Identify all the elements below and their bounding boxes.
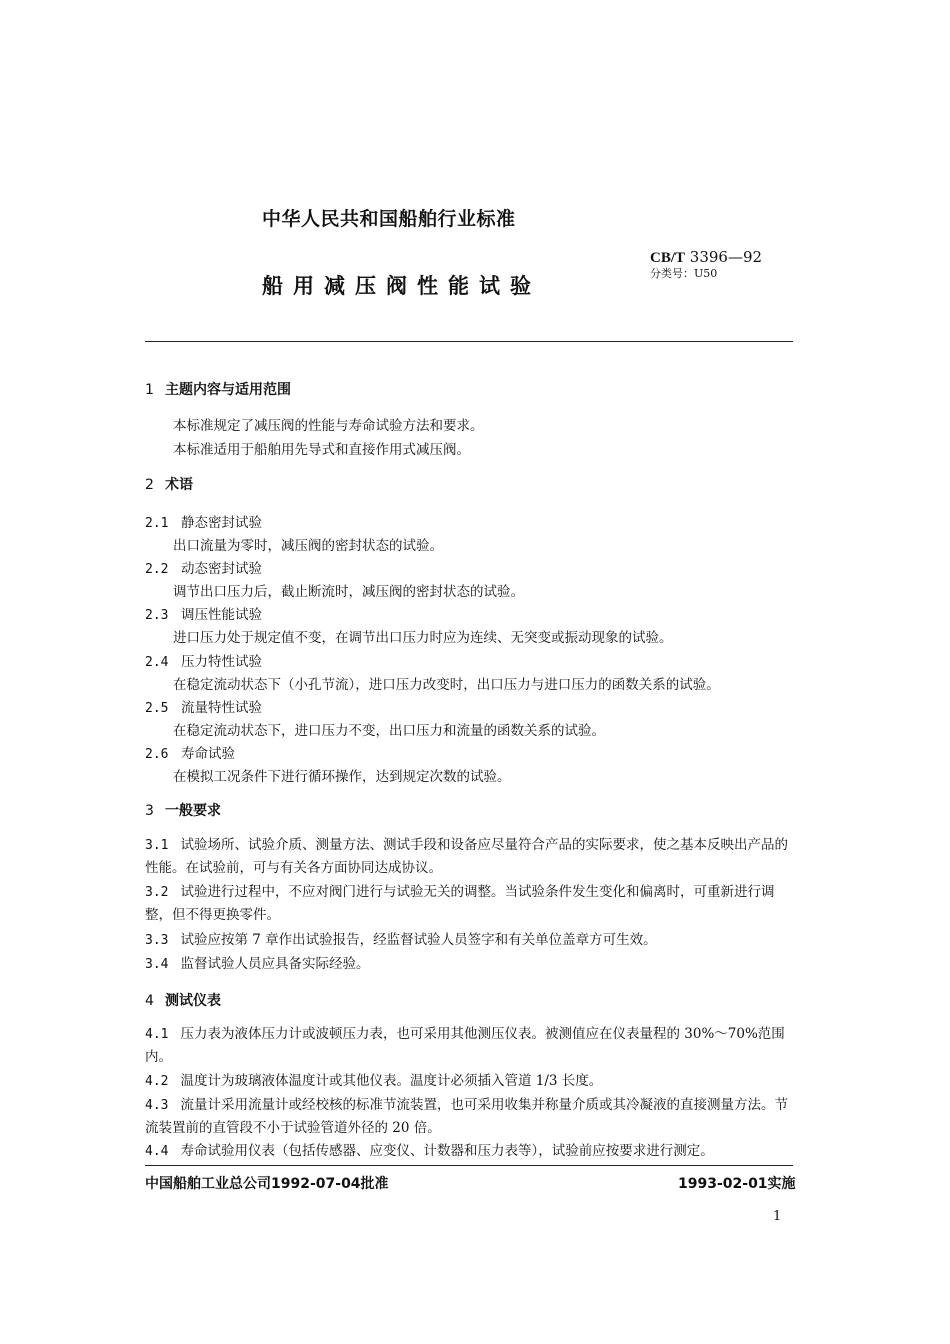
classification-number: 分类号：U50 <box>650 267 718 280</box>
clause-text: 流量计采用流量计或经校核的标准节流装置，也可采用收集并称量介质或其冷凝液的直接测量方法。节流装置前的直管段不小于试验管道外径的 20 倍。 <box>145 1097 788 1136</box>
footer-divider <box>145 1165 793 1166</box>
section-title: 术语 <box>165 477 193 493</box>
clause <box>145 881 795 926</box>
section-2-heading <box>145 474 193 494</box>
clause-number: 4.4 <box>145 1144 169 1159</box>
section-title: 测试仪表 <box>165 993 221 1009</box>
term-name: 动态密封试验 <box>181 561 262 577</box>
term-heading <box>145 511 262 531</box>
term-heading <box>145 742 235 762</box>
effective-date: 1993-02-01实施 <box>678 1176 796 1192</box>
term-definition: 在稳定流动状态下（小孔节流），进口压力改变时，出口压力与进口压力的函数关系的试验。 <box>173 677 720 693</box>
clause-text: 温度计为玻璃液体温度计或其他仪表。温度计必须插入管道 1/3 长度。 <box>180 1073 603 1089</box>
page-number: 1 <box>773 1209 782 1224</box>
section-number: 3 <box>145 803 154 819</box>
section-number: 4 <box>145 993 154 1009</box>
term-number: 2.6 <box>145 747 169 762</box>
document-title: 船用减压阀性能试验 <box>262 274 541 298</box>
clause <box>145 953 795 976</box>
term-definition: 出口流量为零时，减压阀的密封状态的试验。 <box>173 538 443 554</box>
term-heading <box>145 603 262 623</box>
section-title: 主题内容与适用范围 <box>165 382 291 398</box>
term-name: 压力特性试验 <box>181 654 262 670</box>
clause-text: 寿命试验用仪表（包括传感器、应变仪、计数器和压力表等），试验前应按要求进行测定。 <box>180 1143 714 1159</box>
header-divider <box>145 341 793 342</box>
section-number: 1 <box>145 382 154 398</box>
code-number: 3396—92 <box>689 248 763 266</box>
term-number: 2.1 <box>145 516 169 531</box>
clause <box>145 1070 795 1093</box>
standard-category-title: 中华人民共和国船舶行业标准 <box>262 208 516 230</box>
section-3-heading <box>145 800 221 820</box>
approval-line: 中国船舶工业总公司1992-07-04批准 <box>145 1176 389 1192</box>
term-number: 2.4 <box>145 655 169 670</box>
code-prefix: CB/T <box>650 250 686 266</box>
clause-text: 试验进行过程中，不应对阀门进行与试验无关的调整。当试验条件发生变化和偏离时，可重新进行调整，但不得更换零件。 <box>145 884 775 923</box>
clause <box>145 834 795 879</box>
term-definition: 在模拟工况条件下进行循环操作，达到规定次数的试验。 <box>173 769 511 785</box>
clause <box>145 929 795 952</box>
clause <box>145 1140 795 1163</box>
term-number: 2.5 <box>145 701 169 716</box>
paragraph: 本标准规定了减压阀的性能与寿命试验方法和要求。 <box>173 418 484 434</box>
section-title: 一般要求 <box>165 803 221 819</box>
section-4-heading <box>145 990 221 1010</box>
term-heading <box>145 696 262 716</box>
term-name: 流量特性试验 <box>181 700 262 716</box>
term-definition: 调节出口压力后，截止断流时，减压阀的密封状态的试验。 <box>173 584 524 600</box>
term-definition: 进口压力处于规定值不变，在调节出口压力时应为连续、无突变或振动现象的试验。 <box>173 630 673 646</box>
term-heading <box>145 557 262 577</box>
term-number: 2.2 <box>145 562 169 577</box>
clause <box>145 1094 795 1139</box>
term-number: 2.3 <box>145 608 169 623</box>
clause-text: 监督试验人员应具备实际经验。 <box>180 956 370 972</box>
clause-number: 3.3 <box>145 933 169 948</box>
section-1-heading <box>145 379 291 399</box>
clause-number: 3.2 <box>145 885 169 900</box>
clause-number: 4.2 <box>145 1074 169 1089</box>
clause-text: 试验应按第 7 章作出试验报告，经监督试验人员签字和有关单位盖章方可生效。 <box>180 932 657 948</box>
term-definition: 在稳定流动状态下，进口压力不变，出口压力和流量的函数关系的试验。 <box>173 723 605 739</box>
clause-number: 4.1 <box>145 1027 169 1042</box>
clause-number: 3.1 <box>145 838 169 853</box>
clause-number: 3.4 <box>145 957 169 972</box>
section-number: 2 <box>145 477 154 493</box>
clause-text: 压力表为液体压力计或波顿压力表，也可采用其他测压仪表。被测值应在仪表量程的 30%～70%范围内。 <box>145 1026 785 1065</box>
paragraph: 本标准适用于船舶用先导式和直接作用式减压阀。 <box>173 442 470 458</box>
clause-text: 试验场所、试验介质、测量方法、测试手段和设备应尽量符合产品的实际要求，使之基本反映出产品的性能。在试验前，可与有关各方面协同达成协议。 <box>145 837 788 876</box>
term-name: 静态密封试验 <box>181 515 262 531</box>
term-heading <box>145 650 262 670</box>
clause <box>145 1023 795 1068</box>
clause-number: 4.3 <box>145 1098 169 1113</box>
term-name: 寿命试验 <box>181 746 235 762</box>
term-name: 调压性能试验 <box>181 607 262 623</box>
